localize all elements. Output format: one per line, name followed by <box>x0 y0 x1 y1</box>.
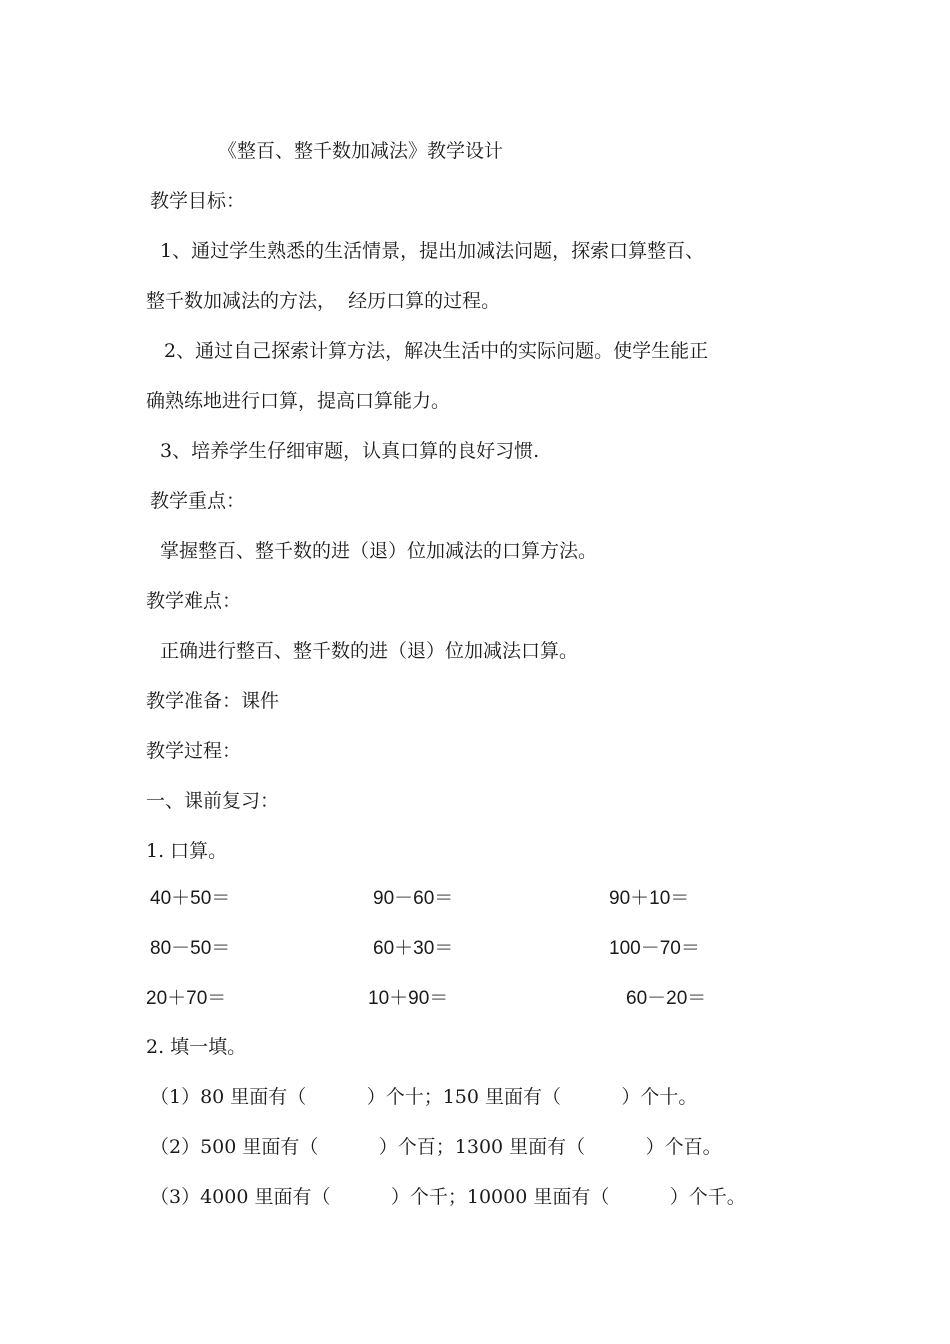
document-title: 《整百、整千数加减法》教学设计 <box>218 140 504 162</box>
section-review-heading: 一、课前复习： <box>146 790 280 812</box>
task-mental-calc-heading: 1. 口算。 <box>146 840 228 862</box>
calc-item: 60＋30＝ <box>373 938 454 959</box>
objective-1-line-2: 整千数加减法的方法， 经历口算的过程。 <box>146 290 501 312</box>
objective-1-line-1: 1、通过学生熟悉的生活情景，提出加减法问题，探索口算整百、 <box>160 240 705 262</box>
calc-item: 90＋10＝ <box>609 888 690 909</box>
task-fill-heading: 2. 填一填。 <box>146 1036 247 1058</box>
calc-item: 20＋70＝ <box>146 988 227 1009</box>
calc-item: 60－20＝ <box>626 988 707 1009</box>
objective-3: 3、培养学生仔细审题，认真口算的良好习惯. <box>160 440 540 462</box>
difficulty-heading: 教学难点： <box>146 590 242 612</box>
process-heading: 教学过程： <box>146 740 242 762</box>
fill-item-3: （3）4000 里面有（ ）个千；10000 里面有（ ）个千。 <box>150 1186 746 1208</box>
calc-item: 90－60＝ <box>373 888 454 909</box>
key-point-heading: 教学重点： <box>150 490 246 512</box>
difficulty-text: 正确进行整百、整千数的进（退）位加减法口算。 <box>160 640 579 662</box>
calc-item: 100－70＝ <box>609 938 700 959</box>
preparation-line: 教学准备：课件 <box>146 690 280 712</box>
objective-2-line-1: 2、通过自己探索计算方法，解决生活中的实际问题。使学生能正 <box>164 340 709 362</box>
objective-2-line-2: 确熟练地进行口算，提高口算能力。 <box>146 390 451 412</box>
calc-item: 40＋50＝ <box>150 888 231 909</box>
objectives-heading: 教学目标： <box>150 190 246 212</box>
calc-item: 10＋90＝ <box>368 988 449 1009</box>
fill-item-1: （1）80 里面有（ ）个十；150 里面有（ ）个十。 <box>150 1086 698 1108</box>
calc-item: 80－50＝ <box>150 938 231 959</box>
key-point-text: 掌握整百、整千数的进（退）位加减法的口算方法。 <box>160 540 598 562</box>
fill-item-2: （2）500 里面有（ ）个百；1300 里面有（ ）个百。 <box>150 1136 722 1158</box>
